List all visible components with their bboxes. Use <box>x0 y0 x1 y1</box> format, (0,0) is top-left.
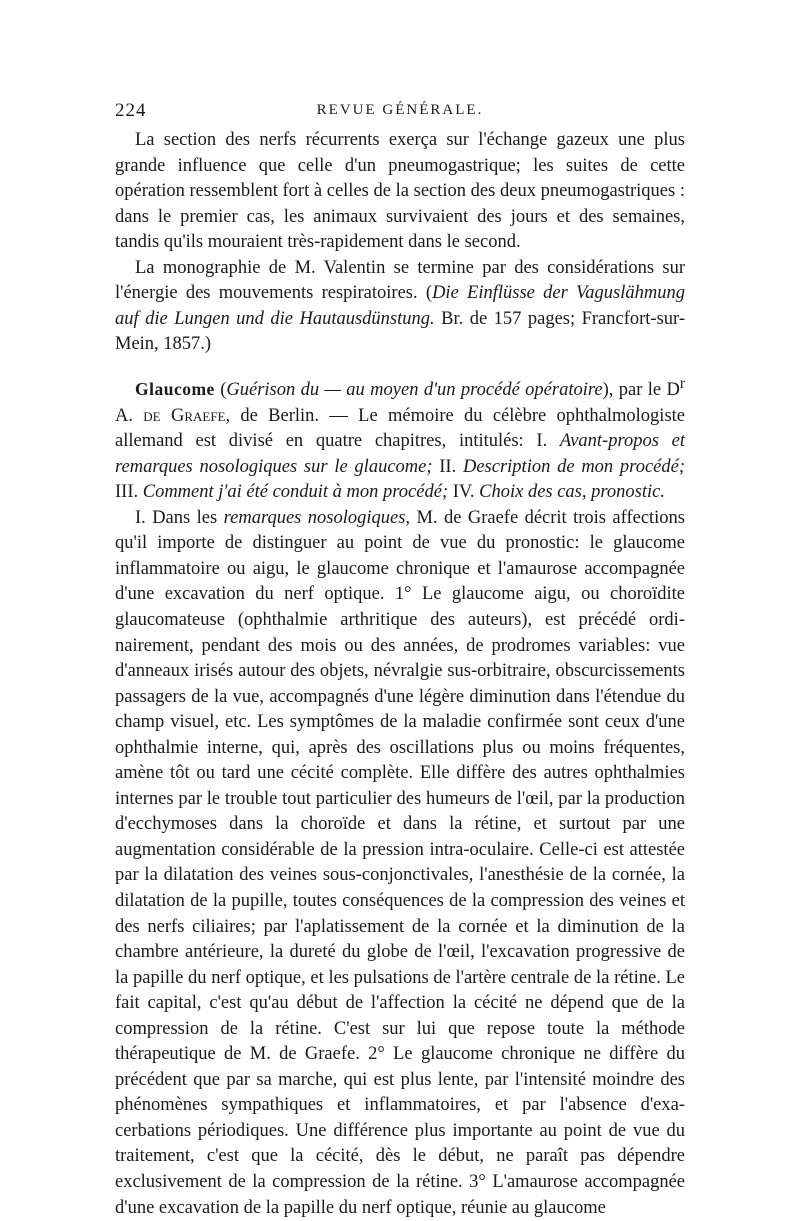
paragraph-3-text-a: , de Berlin. — Le mémoire du célèbre ophthalmologiste allemand est divisé en quatre chapitres, intitulés: I. <box>115 405 685 452</box>
author-initial: A. <box>115 405 144 426</box>
paragraph-4-italic: remarques nosologiques, <box>223 507 411 528</box>
chapter-4-title: Choix des cas, pronostic. <box>479 482 665 503</box>
work-title: Die Einflüsse der Vaguslähmung auf die Lungen und die Hautausdünstung. <box>115 283 686 329</box>
article-subtitle: Guérison du — au moyen d'un procédé opératoire <box>226 380 603 401</box>
paragraph-3 <box>115 371 685 506</box>
paragraph-2-text-a: La monographie de M. Valentin se termine par des considérations sur l'énergie des mouvements respiratoires. ( <box>115 257 685 304</box>
paragraph-2 <box>115 256 685 358</box>
page-header <box>115 100 685 124</box>
running-title: REVUE GÉNÉRALE. <box>316 102 484 118</box>
article-heading: Glaucome <box>135 379 215 400</box>
paragraph-1: La section des nerfs récurrents exerça sur l'échange gazeux une plus grande influence que celle d'un pneumogastrique; les suites de cette opération ressemblent fort à celles de la section des deux pneumogastriques : dans le premier cas, les animaux survivaient des jours et des semaines, tandis qu'ils mouraient très-rapidement dans le second. <box>115 130 685 253</box>
chapter-2-number: II. <box>432 456 463 477</box>
chapter-4-number: IV. <box>448 482 480 503</box>
body-text <box>115 128 685 1221</box>
chapter-2-title: Description de mon procédé; <box>462 456 685 477</box>
dr-superscript: r <box>679 374 685 392</box>
paragraph-4 <box>115 506 685 1221</box>
author-particle: de <box>143 405 161 426</box>
chapter-3-number: III. <box>115 482 143 503</box>
paren-close: ), par le D <box>602 380 680 401</box>
author-name: Graefe <box>170 405 226 426</box>
author-space <box>161 406 171 426</box>
paragraph-4-text-b: M. de Graefe décrit trois affections qu'il importe de distinguer au point de vue du pronostic: le glaucome inflammatoire ou aigu, le glaucome chronique et l'amaurose accompagnée d'une excavation du nerf optique. 1° Le glaucome aigu, ou choroïdite glaucomateuse (ophthalmie arthritique des auteurs), est précédé ordinairement, pendant des mois ou des années, de prodromes variables: vue d'anneaux irisés autour des objets, névralgie sus-orbitraire, obscurcissements passagers de la vue, accompagnés d'une légère diminution dans l'étendue du champ visuel, etc. Les symptômes de la maladie confirmée sont ceux d'une ophthalmie interne, qui, après des oscillations plus ou moins fréquentes, amène tôt ou tard une cécité complète. Elle diffère des autres ophthalmies internes par le trouble tout particulier des humeurs de l'œil, par la production d'ecchymoses dans la choroïde et dans la rétine, et surtout par une augmentation considérable de la pression intra-oculaire. Celle-ci est attestée par la dilatation des veines sous-conjonctivales, l'anesthésie de la cornée, la dilatation de la pupille, toutes conséquences de la compression des veines et des nerfs ciliaires; par l'aplatissement de la cornée et la diminution de la chambre antérieure, la dureté du globe de l'œil, l'excavation progressive de la papille du nerf optique, et les pulsations de l'artère centrale de la rétine. Le fait capital, c'est qu'au début de l'affection la cécité ne dépend que de la compression de la rétine. C'est sur lui que repose toute la méthode thérapeutique de M. de Graefe. 2° Le glaucome chronique ne diffère du précédent que par sa marche, qui est plus lente, par l'intensité moindre des phénomènes sympathiques et inflammatoires, et par l'absence d'exacerbations périodiques. Une différence plus importante au point de vue du traitement, c'est que la cécité, dès le début, ne paraît pas dépendre exclusivement de la compression de la rétine. 3° L'amaurose accompagnée d'une excavation de la papille du nerf optique, réunie au glaucome <box>115 507 686 1218</box>
page-number: 224 <box>115 100 147 121</box>
chapter-3-title: Comment j'ai été conduit à mon procédé; <box>142 482 449 503</box>
paragraph-2-text-b: Br. de 157 pages; Francfort-sur-Mein, 1857.) <box>115 308 685 355</box>
paren-open: ( <box>214 380 227 401</box>
paragraph-4-text-a: I. Dans les <box>135 507 224 528</box>
chapter-1-title: Avant-propos et remarques nosologiques sur le glaucome; <box>115 431 685 477</box>
